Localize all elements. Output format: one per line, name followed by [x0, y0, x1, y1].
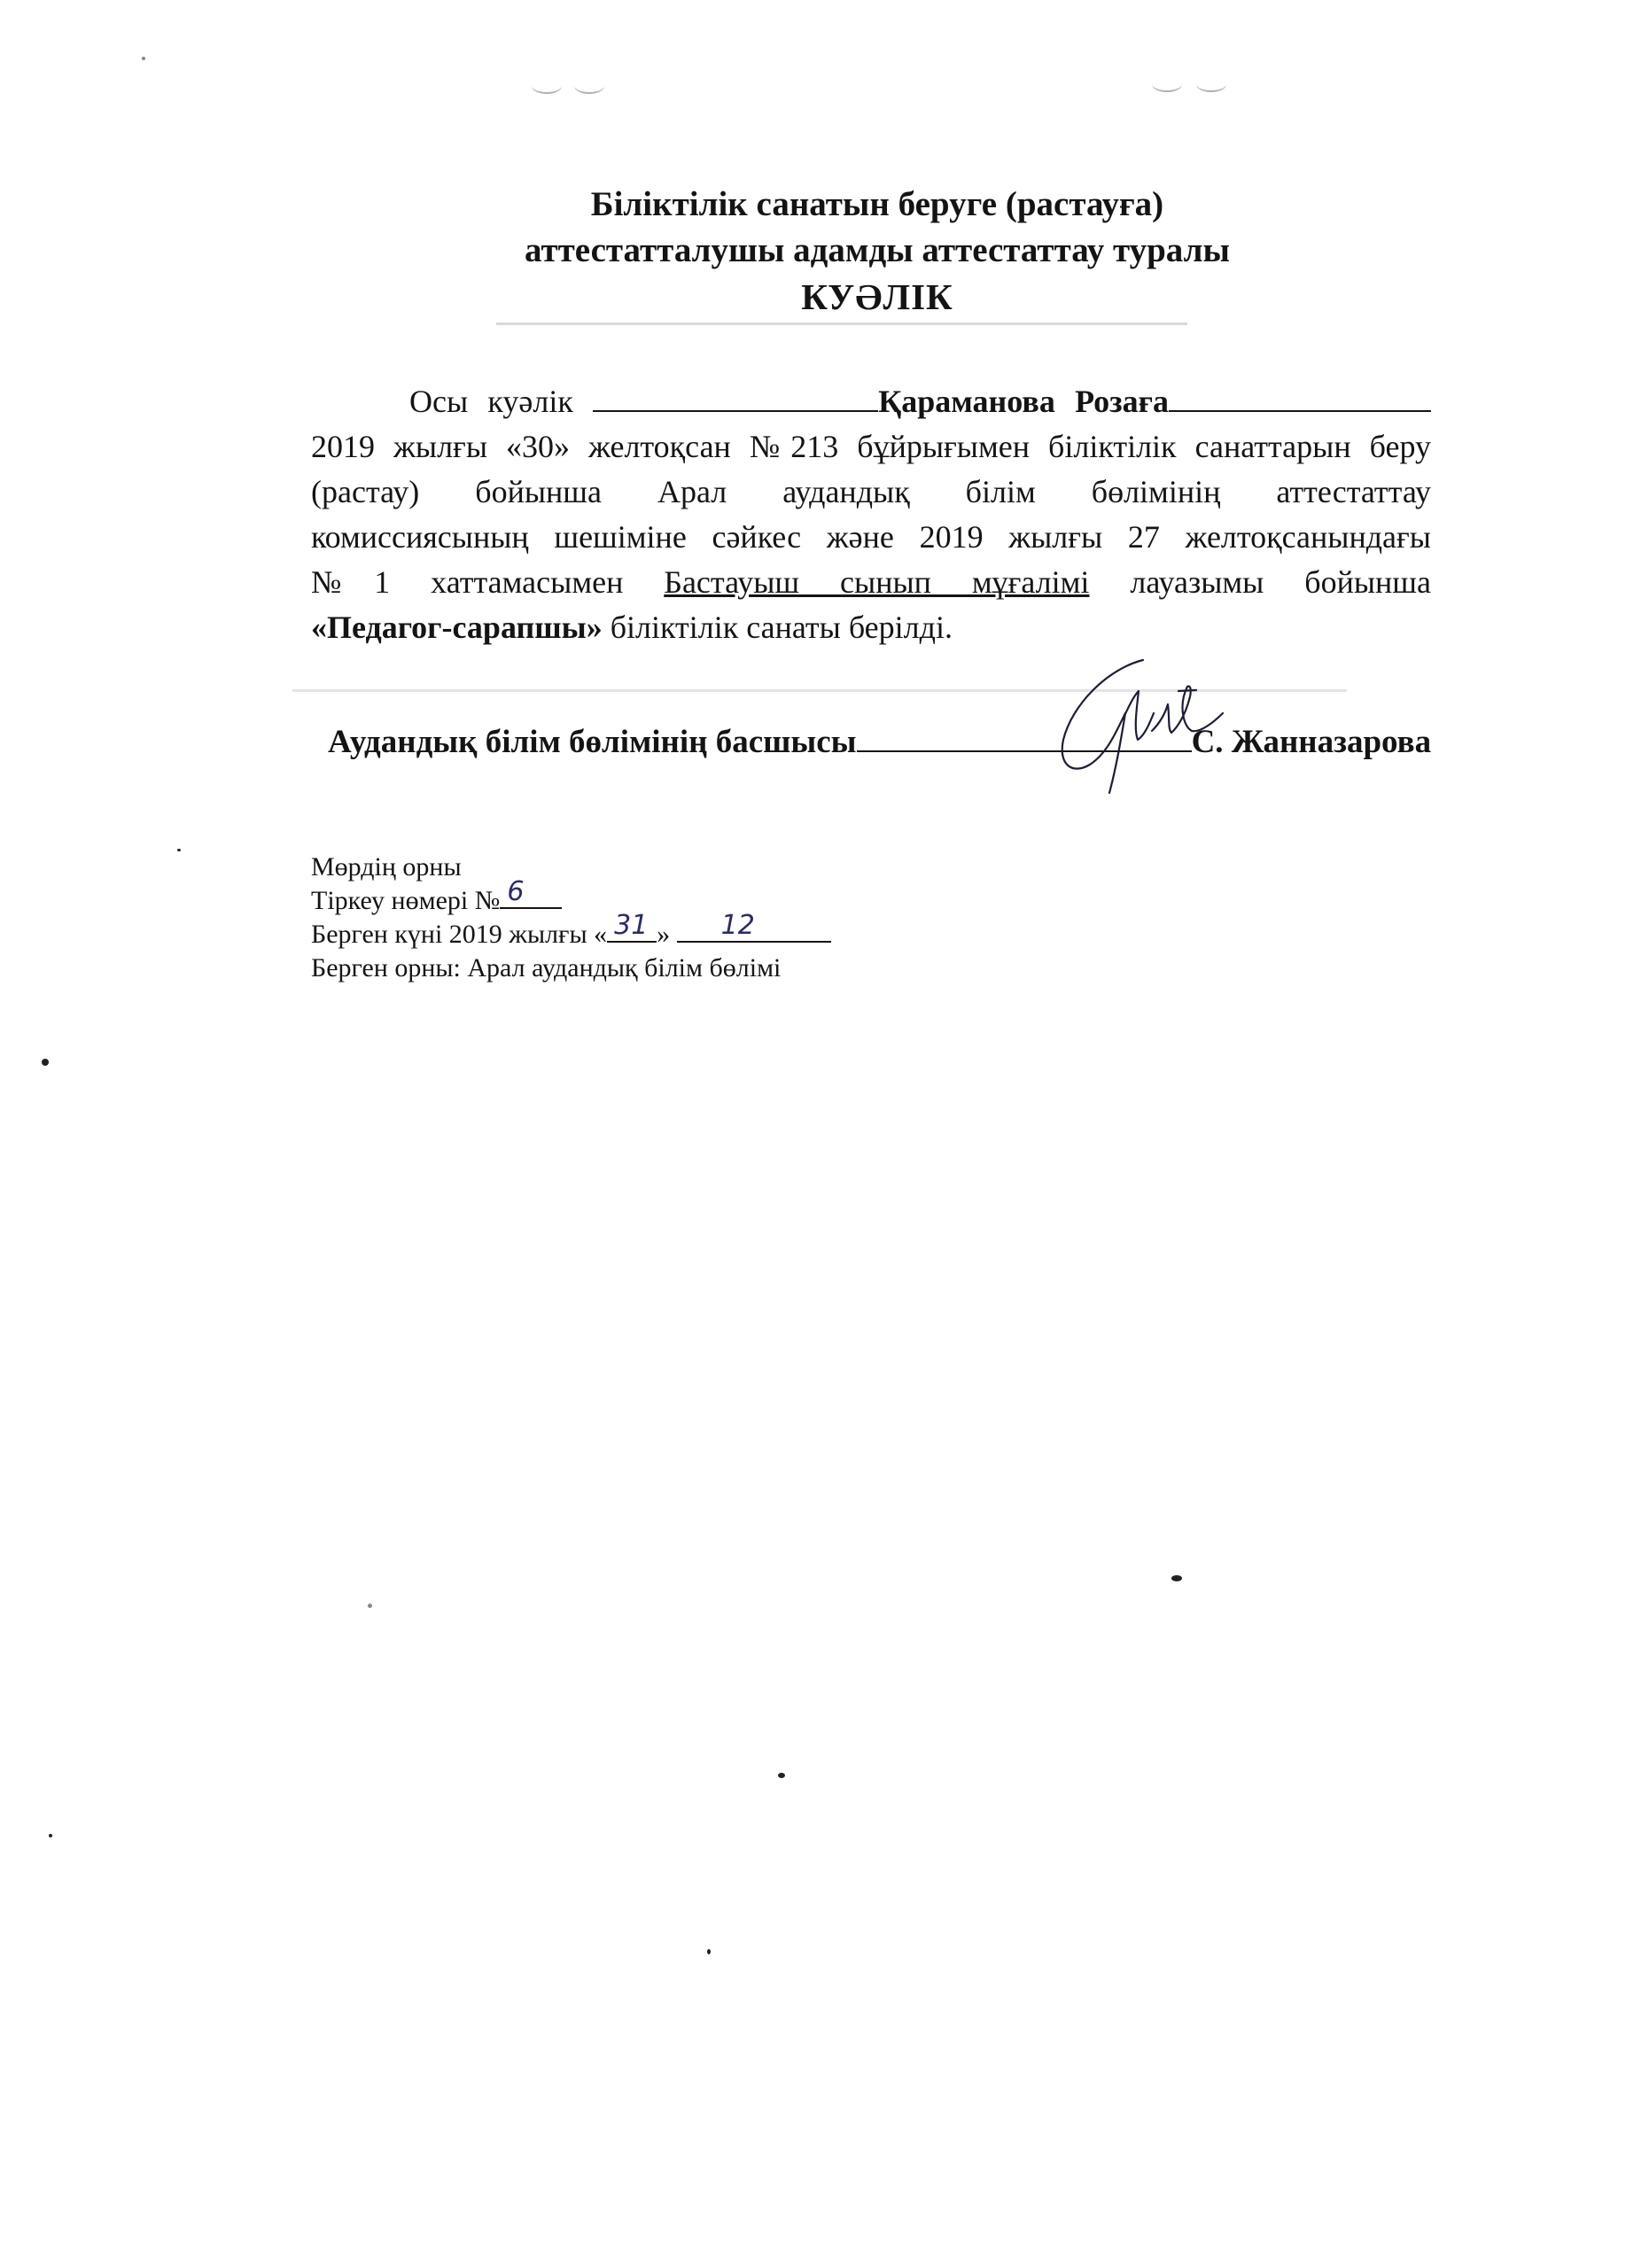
- position-suffix: лауазымы бойынша: [1130, 564, 1432, 600]
- scan-mark: [1196, 76, 1226, 92]
- bleed-through: [496, 322, 1187, 325]
- scan-speck: [177, 849, 181, 851]
- body-line-5: [311, 560, 1431, 605]
- certificate-body: [311, 379, 1431, 650]
- protocol-text: №1 хаттамасымен: [311, 564, 624, 600]
- issue-date-line: [311, 910, 831, 951]
- registration-number-field: [500, 876, 562, 909]
- issued-place: Берген орны: Арал аудандық білім бөлімі: [311, 953, 782, 983]
- intro-text: Осы куәлік: [409, 384, 573, 419]
- scan-speck: [707, 1949, 711, 1954]
- scan-speck: [368, 1604, 372, 1608]
- body-line-2: 2019 жылғы «30» желтоқсан №213 бұйрығымен біліктілік санаттарын беру: [311, 429, 1431, 464]
- title-line-2: аттестатталушы адамды аттестаттау туралы: [525, 231, 1230, 269]
- scan-speck: [142, 57, 145, 60]
- name-blank-left: [593, 384, 878, 412]
- recipient-name: Қараманова Розаға: [878, 384, 1169, 419]
- date-month-field: [677, 910, 831, 943]
- signature-row: [328, 723, 1568, 761]
- body-line-1: [311, 379, 1431, 424]
- scan-mark: [532, 78, 562, 94]
- title-line-1: Біліктілік санатын беруге (растауға): [590, 185, 1164, 223]
- title-kuelik: КУӘЛІК: [801, 276, 953, 317]
- scan-speck: [42, 1059, 49, 1066]
- registration-label: Тіркеу нөмері №: [311, 886, 501, 915]
- seal-place: Мөрдің орны: [311, 852, 462, 882]
- handwritten-signature: [1046, 651, 1249, 802]
- registration-number: 6: [507, 876, 525, 907]
- body-line-4: комиссиясының шешіміне сәйкес және 2019 жылғы 27 желтоқсанындағы: [311, 519, 1431, 555]
- category-suffix: біліктілік санаты берілді.: [610, 610, 953, 645]
- signer-name: С. Жанназарова: [1191, 724, 1432, 760]
- category-name: «Педагог-сарапшы»: [311, 610, 603, 645]
- scan-mark: [574, 78, 604, 94]
- scan-speck: [1171, 1575, 1182, 1581]
- date-label-mid: »: [657, 920, 671, 949]
- date-month: 12: [720, 910, 755, 941]
- registration-block: [311, 850, 831, 985]
- body-line-3: (растау) бойынша Арал аудандық білім бөлімінің аттестаттау: [311, 474, 1431, 509]
- scan-speck: [778, 1773, 785, 1778]
- name-blank-right: [1169, 384, 1431, 412]
- date-day: 31: [614, 910, 649, 941]
- date-day-field: [607, 910, 657, 943]
- date-label: Берген күні 2019 жылғы «: [311, 920, 608, 949]
- body-line-6: [311, 605, 1431, 650]
- scan-speck: [49, 1834, 52, 1837]
- position-title: Бастауыш сынып мұғалімі: [664, 564, 1090, 600]
- signer-role: Аудандық білім бөлімінің басшысы: [328, 724, 857, 760]
- document-title: [390, 182, 1365, 320]
- scan-mark: [1152, 76, 1182, 92]
